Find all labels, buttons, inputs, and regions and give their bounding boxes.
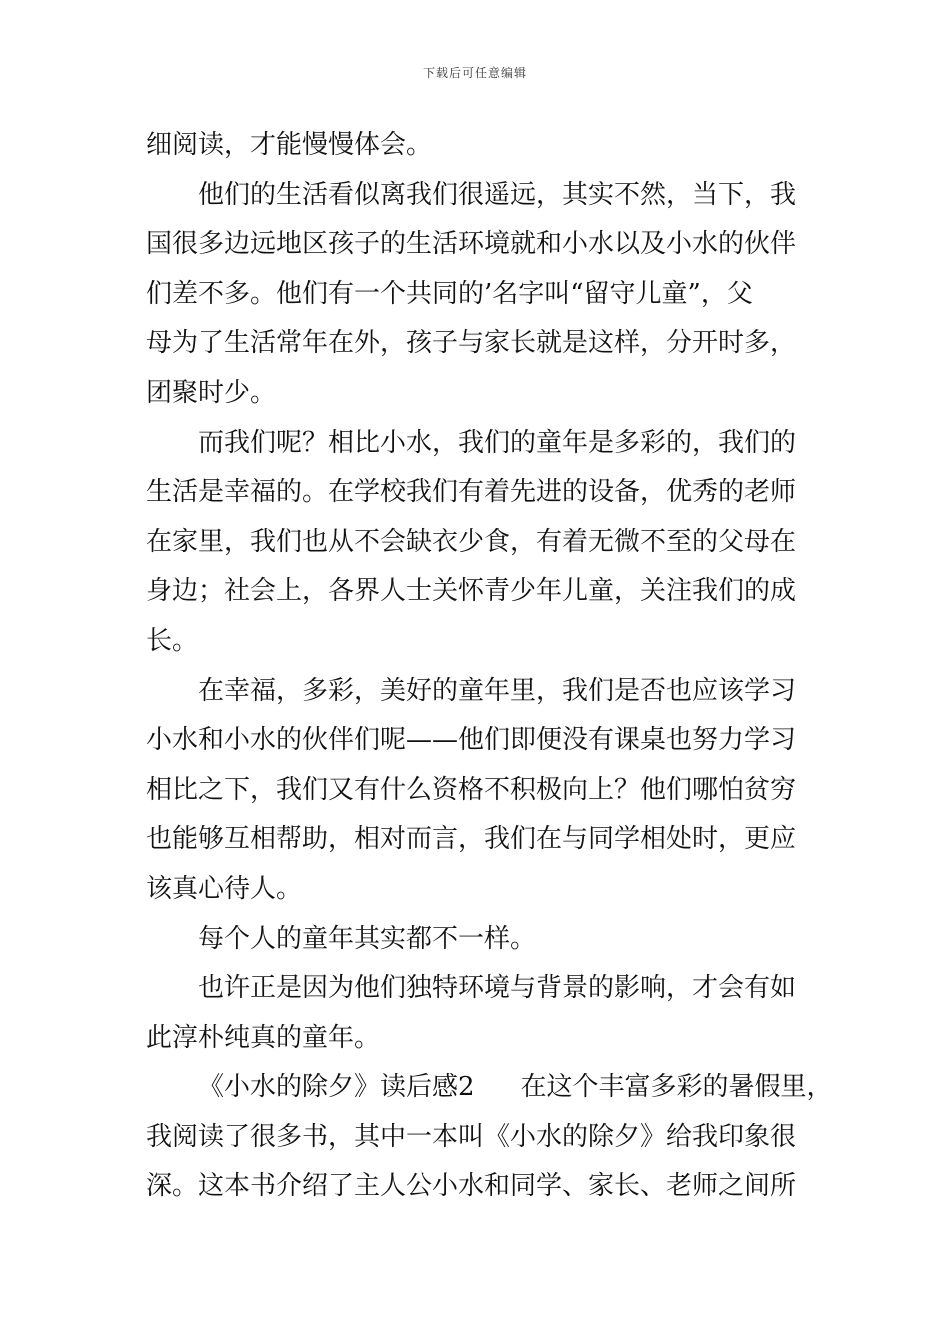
text-line: 母为了生活常年在外，孩子与家长就是这样，分开时多， [146,328,797,359]
text-line: 深。这本书介绍了主人公小水和同学、家长、老师之间所 [146,1171,797,1202]
text-line: 小水和小水的伙伴们呢——他们即便没有课桌也努力学习 [146,725,797,756]
text-line: 长。 [146,625,199,656]
text-line: 也能够互相帮助，相对而言，我们在与同学相处时，更应 [146,824,797,855]
text-line: 在家里，我们也从不会缺衣少食，有着无微不至的父母在 [146,526,797,557]
text-line: 生活是幸福的。在学校我们有着先进的设备，优秀的老师 [146,477,797,508]
page-header: 下载后可任意编辑 [422,66,527,80]
text-line: 每个人的童年其实都不一样。 [198,923,537,954]
text-line: 此淳朴纯真的童年。 [146,1022,381,1053]
text-line: 们差不多。他们有一个共同的’名字叫“留守儿童”，父 [146,278,753,309]
text-line: 国很多边远地区孩子的生活环境就和小水以及小水的伙伴 [146,229,797,260]
text-line: 身边；社会上，各界人士关怀青少年儿童，关注我们的成 [146,576,797,607]
essay-first-text: 在这个丰富多彩的暑假里， [520,1072,833,1103]
text-line: 也许正是因为他们独特环境与背景的影响，才会有如 [198,973,797,1004]
essay-title-line [146,1063,833,1113]
text-line: 细阅读，才能慢慢体会。 [146,130,433,160]
essay-title: 《小水的除夕》读后感2 [198,1072,475,1103]
text-line: 他们的生活看似离我们很遥远，其实不然，当下，我 [198,179,797,210]
text-line: 该真心待人。 [146,873,303,904]
text-line: 我阅读了很多书，其中一本叫《小水的除夕》给我印象很 [146,1121,797,1152]
text-line: 团聚时少。 [146,377,277,408]
document-body [146,121,833,1212]
text-line: 在幸福，多彩，美好的童年里，我们是否也应该学习 [198,675,797,706]
text-line: 相比之下，我们又有什么资格不积极向上？他们哪怕贫穷 [146,774,797,805]
text-line: 而我们呢？相比小水，我们的童年是多彩的，我们的 [198,427,797,458]
